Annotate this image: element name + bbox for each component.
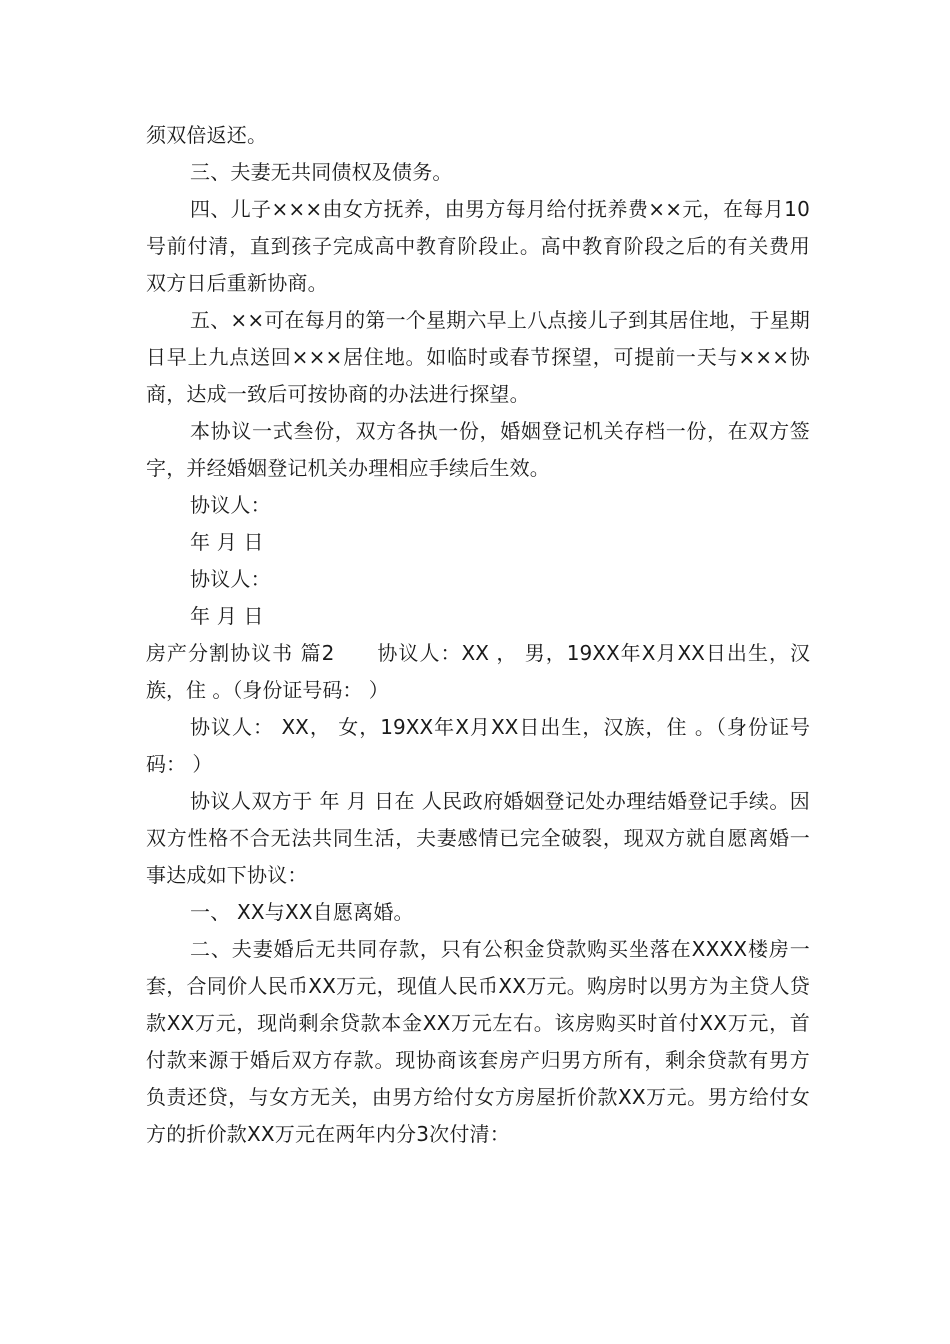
section-heading-agreement-2: 房产分割协议书 篇2 协议人：XX ， 男，19XX年X月XX日出生，汉族，住 。（身份证号码： ） <box>146 641 810 702</box>
paragraph-clause-5: 五、××可在每月的第一个星期六早上八点接儿子到其居住地，于星期日早上九点送回×××居住地。如临时或春节探望，可提前一天与×××协商，达成一致后可按协商的办法进行探望。 <box>146 308 810 406</box>
paragraph-clause-3: 三、夫妻无共同债权及债务。 <box>190 160 453 184</box>
paragraph-clause-2: 二、夫妻婚后无共同存款，只有公积金贷款购买坐落在XXXX楼房一套，合同价人民币XX万元，现值人民币XX万元。购房时以男方为主贷人贷款XX万元，现尚剩余贷款本金XX万元左右。该房购买时首付XX万元，首付款来源于婚后双方存款。现协商该套房产归男方所有，剩余贷款有男方负责还贷，与女方无关，由男方给付女方房屋折价款XX万元。男方给付女方的折价款XX万元在两年内分3次付清： <box>146 937 810 1146</box>
paragraph-copies-note: 本协议一式叁份，双方各执一份，婚姻登记机关存档一份，在双方签字，并经婚姻登记机关办理相应手续后生效。 <box>146 419 810 480</box>
document-body <box>146 117 810 1153</box>
paragraph-continuation: 须双倍返还。 <box>146 123 268 147</box>
signature-date: 年 月 日 <box>190 530 264 554</box>
signature-party-label: 协议人： <box>190 493 271 517</box>
paragraph-clause-1: 一、 XX与XX自愿离婚。 <box>190 900 414 924</box>
paragraph-party-female: 协议人： XX， 女，19XX年X月XX日出生，汉族，住 。（身份证号码： ） <box>146 715 810 776</box>
paragraph-clause-4: 四、儿子×××由女方抚养，由男方每月给付抚养费××元，在每月10号前付清，直到孩子完成高中教育阶段止。高中教育阶段之后的有关费用双方日后重新协商。 <box>146 197 810 295</box>
paragraph-marriage-registration: 协议人双方于 年 月 日在 人民政府婚姻登记处办理结婚登记手续。因双方性格不合无法共同生活，夫妻感情已完全破裂，现双方就自愿离婚一事达成如下协议： <box>146 789 810 887</box>
signature-date: 年 月 日 <box>190 604 264 628</box>
signature-party-label: 协议人： <box>190 567 271 591</box>
